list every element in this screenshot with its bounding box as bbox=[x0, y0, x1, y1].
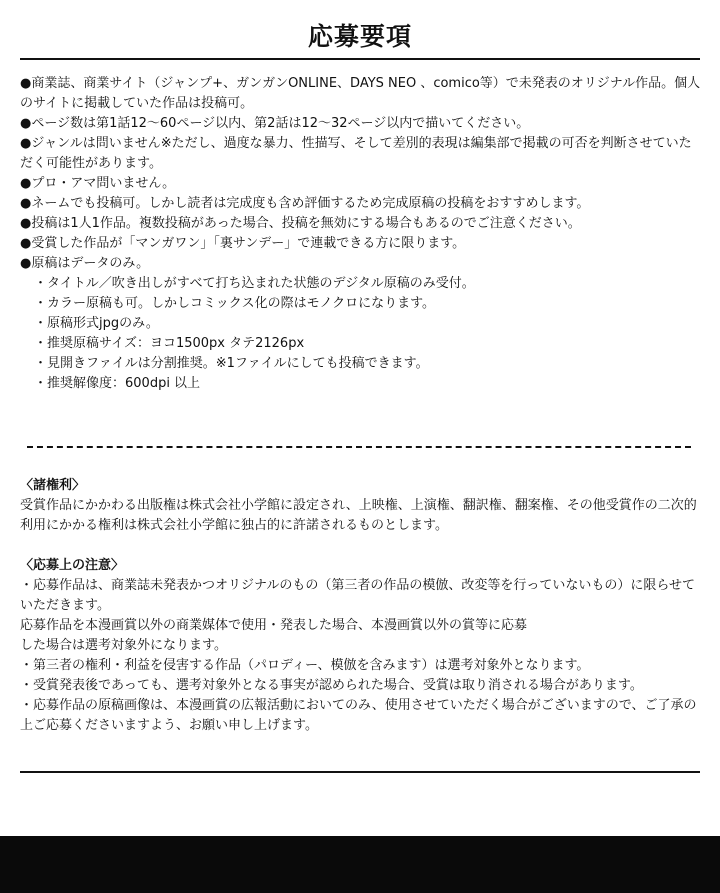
sub-rules-list bbox=[20, 274, 702, 394]
rights-section bbox=[20, 476, 702, 496]
sub-rule-item: ・原稿形式jpgのみ。 bbox=[34, 316, 159, 331]
rule-item: ●ページ数は第1話12〜60ページ以内、第2話は12〜32ページ以内で描いてください。 bbox=[20, 116, 530, 131]
rule-item: ●商業誌、商業サイト（ジャンプ+、ガンガンONLINE、DAYS NEO 、comico等）で未発表のオリジナル作品。個人のサイトに掲載していた作品は投稿可。 bbox=[20, 76, 701, 111]
rule-item: ●受賞した作品が「マンガワン」「裏サンデー」で連載できる方に限ります。 bbox=[20, 236, 466, 251]
note-item: した場合は選考対象外になります。 bbox=[20, 638, 227, 653]
rule-item: ●ネームでも投稿可。しかし読者は完成度も含め評価するため完成原稿の投稿をおすすめします。 bbox=[20, 196, 590, 211]
notes-section bbox=[20, 556, 702, 576]
sub-rule-item: ・見開きファイルは分割推奨。※1ファイルにしても投稿できます。 bbox=[34, 356, 429, 371]
rights-heading: 〈諸権利〉 bbox=[20, 478, 86, 493]
note-item: ・第三者の権利・利益を侵害する作品（パロディー、模倣を含みます）は選考対象外となります。 bbox=[20, 658, 590, 673]
note-item: 応募作品を本漫画賞以外の商業媒体で使用・発表した場合、本漫画賞以外の賞等に応募 bbox=[20, 618, 528, 633]
rule-item: ●プロ・アマ問いません。 bbox=[20, 176, 176, 191]
sub-rule-item: ・推奨解像度：600dpi 以上 bbox=[34, 376, 201, 391]
note-item: ・応募作品の原稿画像は、本漫画賞の広報活動においてのみ、使用させていただく場合がございますので、ご了承の上ご応募くださいますよう、お願い申し上げます。 bbox=[20, 698, 697, 733]
footer-bar bbox=[0, 836, 720, 893]
sub-rule-item: ・カラー原稿も可。しかしコミックス化の際はモノクロになります。 bbox=[34, 296, 436, 311]
sub-rule-item: ・タイトル／吹き出しがすべて打ち込まれた状態のデジタル原稿のみ受付。 bbox=[34, 276, 475, 291]
rights-body bbox=[20, 496, 702, 536]
rule-item: ●原稿はデータのみ。 bbox=[20, 256, 150, 271]
rule-item: ●ジャンルは問いません※ただし、過度な暴力、性描写、そして差別的表現は編集部で掲載の可否を判断させていただく可能性があります。 bbox=[20, 136, 692, 171]
title-underline bbox=[20, 58, 700, 60]
note-item: ・受賞発表後であっても、選考対象外となる事実が認められた場合、受賞は取り消される場合があります。 bbox=[20, 678, 643, 693]
rule-item: ●投稿は1人1作品。複数投稿があった場合、投稿を無効にする場合もあるのでご注意ください。 bbox=[20, 216, 581, 231]
page-title: 応募要項 bbox=[307, 22, 412, 51]
data-format-subrules bbox=[20, 274, 702, 394]
sub-rule-item: ・推奨原稿サイズ：ヨコ1500px タテ2126px bbox=[34, 336, 305, 351]
bottom-divider bbox=[20, 771, 700, 773]
note-item: ・応募作品は、商業誌未発表かつオリジナルのもの（第三者の作品の模倣、改変等を行っていないもの）に限らせていただきます。 bbox=[20, 578, 695, 613]
submission-rules-list bbox=[20, 74, 702, 394]
dashed-divider bbox=[27, 446, 691, 448]
notes-list bbox=[20, 576, 702, 736]
notes-heading: 〈応募上の注意〉 bbox=[20, 558, 125, 573]
rights-text: 受賞作品にかかわる出版権は株式会社小学館に設定され、上映権、上演権、翻訳権、翻案権、その他受賞作の二次的利用にかかる権利は株式会社小学館に独占的に許諾されるものとします。 bbox=[20, 498, 697, 533]
